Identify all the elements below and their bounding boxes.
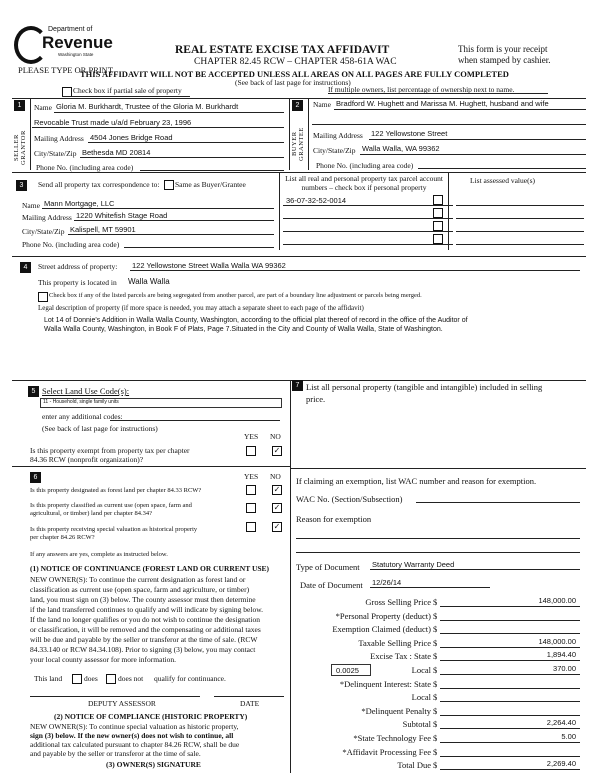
located-label: This property is located in: [38, 278, 117, 287]
same-as-buyer-checkbox[interactable]: [164, 180, 174, 190]
parcel-4-personal-checkbox[interactable]: [433, 234, 443, 244]
no-header-5: NO: [270, 432, 281, 441]
dollar-sign: $: [433, 665, 438, 675]
notice-compliance-title: (2) NOTICE OF COMPLIANCE (HISTORIC PROPERTY): [54, 712, 248, 721]
historic-question-2: per chapter 84.26 RCW?: [30, 534, 95, 541]
notice2-line-3: additional tax calculated pursuant to chapter 84.26 RCW, shall be due: [30, 740, 240, 749]
property-street[interactable]: 122 Yellowstone Street Walla Walla WA 99362: [132, 261, 286, 270]
tax-calculation-table: [296, 596, 580, 773]
section-2-number: 2: [292, 100, 303, 111]
exempt-question-2: 84.36 RCW (nonprofit organization)?: [30, 455, 144, 464]
document-type-label: Type of Document: [296, 562, 360, 572]
parcel-1-personal-checkbox[interactable]: [433, 195, 443, 205]
personal-property-text: List all personal property (tangible and intangible) included in selling: [306, 382, 543, 392]
segregated-checkbox[interactable]: [38, 292, 48, 302]
exempt-no-checkbox[interactable]: ✓: [273, 446, 281, 455]
seller-phone-label: Phone No. (including area code): [36, 163, 134, 172]
current-use-yes-checkbox[interactable]: [246, 503, 256, 513]
no-header-6: NO: [270, 472, 281, 481]
section-5-number: 5: [28, 386, 39, 397]
exempt-yes-checkbox[interactable]: [246, 446, 256, 456]
notice1-line-9: your local county assessor for more information.: [30, 655, 177, 664]
corr-address-label: Mailing Address: [22, 213, 72, 222]
does-not-checkbox[interactable]: [106, 674, 116, 684]
assessed-header: List assessed value(s): [470, 176, 535, 185]
seller-city[interactable]: Bethesda MD 20814: [82, 148, 151, 157]
buyer-city[interactable]: Walla Walla, WA 99362: [362, 144, 440, 153]
seller-side-label: SELLER GRANTOR: [13, 130, 27, 166]
dollar-sign: $: [433, 610, 438, 621]
land-use-select[interactable]: [40, 398, 282, 408]
seller-address[interactable]: 4504 Jones Bridge Road: [90, 133, 173, 142]
dept-small: Department of: [48, 26, 93, 33]
notice2-line-2: sign (3) below. If the new owner(s) does not wish to continue, all: [30, 731, 234, 740]
corr-name[interactable]: Mann Mortgage, LLC: [44, 199, 115, 208]
historic-no-checkbox[interactable]: ✓: [273, 522, 281, 531]
tax-row-value[interactable]: 148,000.00: [538, 636, 576, 646]
buyer-address[interactable]: 122 Yellowstone Street: [371, 129, 448, 138]
does-checkbox[interactable]: [72, 674, 82, 684]
dollar-sign: $: [433, 597, 438, 607]
notice1-line-8: 84.33.140 or RCW 84.34.108). Prior to signing (3) below, you may contact: [30, 645, 256, 654]
local-rate-box[interactable]: [331, 664, 371, 676]
if-yes-note: If any answers are yes, complete as instructed below.: [30, 551, 168, 558]
yes-header-5: YES: [244, 432, 259, 441]
tax-row-label: *Affidavit Processing Fee: [342, 746, 431, 757]
historic-question: Is this property receiving special valuation as historical property: [30, 526, 198, 533]
deputy-date-label: DATE: [240, 699, 260, 708]
buyer-side-label: BUYER GRANTEE: [291, 127, 305, 161]
document-type[interactable]: Statutory Warranty Deed: [372, 560, 455, 569]
dollar-sign: $: [433, 760, 438, 771]
personal-property-text-2: price.: [306, 394, 326, 404]
parcel-2-personal-checkbox[interactable]: [433, 208, 443, 218]
tax-row-label: Taxable Selling Price: [358, 637, 431, 648]
receipt-note: This form is your receipt: [458, 44, 548, 54]
section-6-number: 6: [30, 472, 41, 483]
does-label: does: [84, 674, 98, 683]
same-as-buyer-label: Same as Buyer/Grantee: [175, 180, 246, 189]
tax-row-value[interactable]: 1,894.40: [546, 650, 576, 660]
dollar-sign: $: [433, 637, 438, 648]
notice1-line-1: NEW OWNER(S): To continue the current designation as forest land or: [30, 575, 246, 584]
tax-row-label: *Delinquent Interest: State: [339, 678, 431, 689]
notice-continuance-title: (1) NOTICE OF CONTINUANCE (FOREST LAND OR CURRENT USE): [30, 564, 270, 573]
seller-city-label: City/State/Zip: [34, 149, 77, 158]
dollar-sign: $: [433, 678, 438, 689]
exemption-reason-label: Reason for exemption: [296, 514, 372, 524]
notice1-line-7: will be due and payable by the seller or transferor at the time of sale. (RCW: [30, 635, 258, 644]
current-use-question-2: agricultural, or timber) land per chapter 84.34?: [30, 510, 153, 517]
current-use-no-checkbox[interactable]: ✓: [273, 503, 281, 512]
tax-row-label: Gross Selling Price: [365, 597, 431, 607]
corr-phone-label: Phone No. (including area code): [22, 240, 120, 249]
tax-row-value[interactable]: 148,000.00: [538, 596, 576, 605]
multiple-owners-note: If multiple owners, list percentage of ownership next to name.: [328, 85, 515, 94]
section-7-number: 7: [292, 380, 303, 391]
tax-row-value[interactable]: 370.00: [553, 664, 576, 673]
legal-label: Legal description of property (if more space is needed, you may attach a separate sheet to each page of the affidavit): [38, 304, 364, 312]
land-use-label: Select Land Use Code(s):: [42, 386, 130, 396]
legal-line-1[interactable]: Lot 14 of Donnie's Addition in Walla Walla County, Washington, according to the official plat thereof of record in the office of the Auditor of: [44, 317, 468, 324]
deputy-assessor-label: DEPUTY ASSESSOR: [88, 699, 156, 708]
corr-city[interactable]: Kalispell, MT 59901: [70, 225, 136, 234]
warning-text: THIS AFFIDAVIT WILL NOT BE ACCEPTED UNLESS ALL AREAS ON ALL PAGES ARE FULLY COMPLETED: [80, 69, 509, 79]
buyer-name[interactable]: Bradford W. Hughett and Marissa M. Hughett, husband and wife: [336, 99, 549, 108]
notice1-line-4: if the land transferred continues to qualify and will indicate by signing below.: [30, 605, 263, 614]
receipt-note-2: when stamped by cashier.: [458, 55, 551, 65]
corr-address[interactable]: 1220 Whitefish Stage Road: [76, 211, 168, 220]
section-3-number: 3: [16, 180, 27, 191]
dollar-sign: $: [433, 733, 438, 743]
qualify-label: qualify for continuance.: [154, 674, 226, 683]
tax-row-value[interactable]: 2,269.40: [546, 759, 576, 769]
tax-row-label: Subtotal: [402, 719, 431, 730]
legal-line-2[interactable]: Walla Walla County, Washington, in Book F of Plats, Page 7.Situated in the City and County of Walla Walla, State of Washington.: [44, 326, 443, 333]
tax-row-label: *State Technology Fee: [353, 733, 431, 743]
notice2-line-4: and payable by the seller or transferor at the time of sale.: [30, 749, 201, 758]
yes-header-6: YES: [244, 472, 259, 481]
correspondence-label: Send all property tax correspondence to:: [38, 180, 160, 189]
dollar-sign: $: [433, 705, 438, 716]
parcel-1[interactable]: 36-07-32-52-0014: [286, 196, 347, 205]
dollar-sign: $: [433, 692, 438, 703]
dollar-sign: $: [433, 746, 438, 757]
tax-row-label: *Personal Property (deduct): [335, 610, 431, 621]
local-rate: 0.0025: [336, 666, 359, 675]
forest-no-checkbox[interactable]: ✓: [273, 485, 281, 494]
parcel-3-personal-checkbox[interactable]: [433, 221, 443, 231]
additional-codes-label: enter any additional codes:: [42, 412, 123, 421]
tax-row-value[interactable]: 2,264.40: [546, 718, 576, 728]
segregated-label: Check box if any of the listed parcels are being segregated from another parcel, are part of a boundary line adjustment or parcels being merged.: [49, 292, 422, 299]
tax-row-label: Local: [411, 692, 431, 703]
form-chapter: CHAPTER 82.45 RCW – CHAPTER 458-61A WAC: [194, 57, 397, 67]
corr-name-label: Name: [22, 201, 40, 210]
notice1-line-5: If the land no longer qualifies or you do not wish to continue the designation: [30, 615, 260, 624]
notice1-line-3: land, you must sign on (3) below. The county assessor must then determine: [30, 595, 256, 604]
see-back-note: (See back of last page for instructions): [235, 78, 351, 87]
dollar-sign: $: [433, 624, 438, 635]
seller-address-label: Mailing Address: [34, 134, 84, 143]
this-land-label: This land: [34, 674, 63, 683]
document-date[interactable]: 12/26/14: [372, 578, 402, 587]
section-4-number: 4: [20, 262, 31, 273]
dept-name: Revenue: [42, 33, 113, 52]
buyer-city-label: City/State/Zip: [313, 146, 356, 155]
buyer-phone-label: Phone No. (including area code): [316, 161, 414, 170]
seller-name[interactable]: Gloria M. Burkhardt, Trustee of the Gloria M. Burkhardt: [56, 102, 239, 111]
document-date-label: Date of Document: [300, 580, 363, 590]
land-use-see-back: (See back of last page for instructions): [42, 424, 158, 433]
notice2-line-1: NEW OWNER(S): To continue special valuation as historic property,: [30, 722, 239, 731]
wac-label: WAC No. (Section/Subsection): [296, 494, 403, 504]
notice1-line-6: or classification, it will be removed and the compensating or additional taxes: [30, 625, 261, 634]
seller-name-2[interactable]: Revocable Trust made u/a/d February 23, 1996: [34, 118, 192, 127]
dollar-sign: $: [433, 719, 438, 730]
historic-yes-checkbox[interactable]: [246, 522, 256, 532]
please-type: PLEASE TYPE OR PRINT: [18, 65, 114, 75]
exemption-claim-label: If claiming an exemption, list WAC number and reason for exemption.: [296, 476, 537, 486]
owner-signature-label: (3) OWNER(S) SIGNATURE: [106, 760, 201, 769]
buyer-name-label: Name: [313, 100, 331, 109]
land-use-selected: 11 - Household, single family units: [43, 399, 119, 405]
does-not-label: does not: [118, 674, 144, 683]
tax-row-label: Total Due: [397, 760, 431, 771]
current-use-question: Is this property classified as current use (open space, farm and: [30, 502, 192, 509]
buyer-address-label: Mailing Address: [313, 131, 363, 140]
property-located[interactable]: Walla Walla: [128, 277, 170, 286]
dor-logo: [14, 26, 113, 62]
forest-question: Is this property designated as forest land per chapter 84.33 RCW?: [30, 487, 202, 494]
partial-sale-label: Check box if partial sale of property: [73, 86, 182, 95]
form-title: REAL ESTATE EXCISE TAX AFFIDAVIT: [175, 44, 390, 56]
tax-row-label: Excise Tax : State: [370, 651, 431, 662]
exempt-question: Is this property exempt from property tax per chapter: [30, 446, 190, 455]
corr-city-label: City/State/Zip: [22, 227, 65, 236]
tax-row-label: Exemption Claimed (deduct): [332, 624, 431, 635]
seller-name-label: Name: [34, 103, 52, 112]
section-1-number: 1: [14, 100, 25, 111]
street-label: Street address of property:: [38, 262, 118, 271]
dept-state: Washington State: [58, 52, 94, 57]
tax-row-label: Local: [411, 665, 431, 675]
notice1-line-2: classification as current use (open space, farm and agriculture, or timber): [30, 585, 250, 594]
tax-row-label: *Delinquent Penalty: [361, 705, 431, 716]
tax-row-value[interactable]: 5.00: [561, 732, 576, 741]
parcels-header: List all real and personal property tax parcel account numbers – check box if personal property: [285, 174, 443, 192]
dollar-sign: $: [433, 651, 438, 662]
forest-yes-checkbox[interactable]: [246, 485, 256, 495]
